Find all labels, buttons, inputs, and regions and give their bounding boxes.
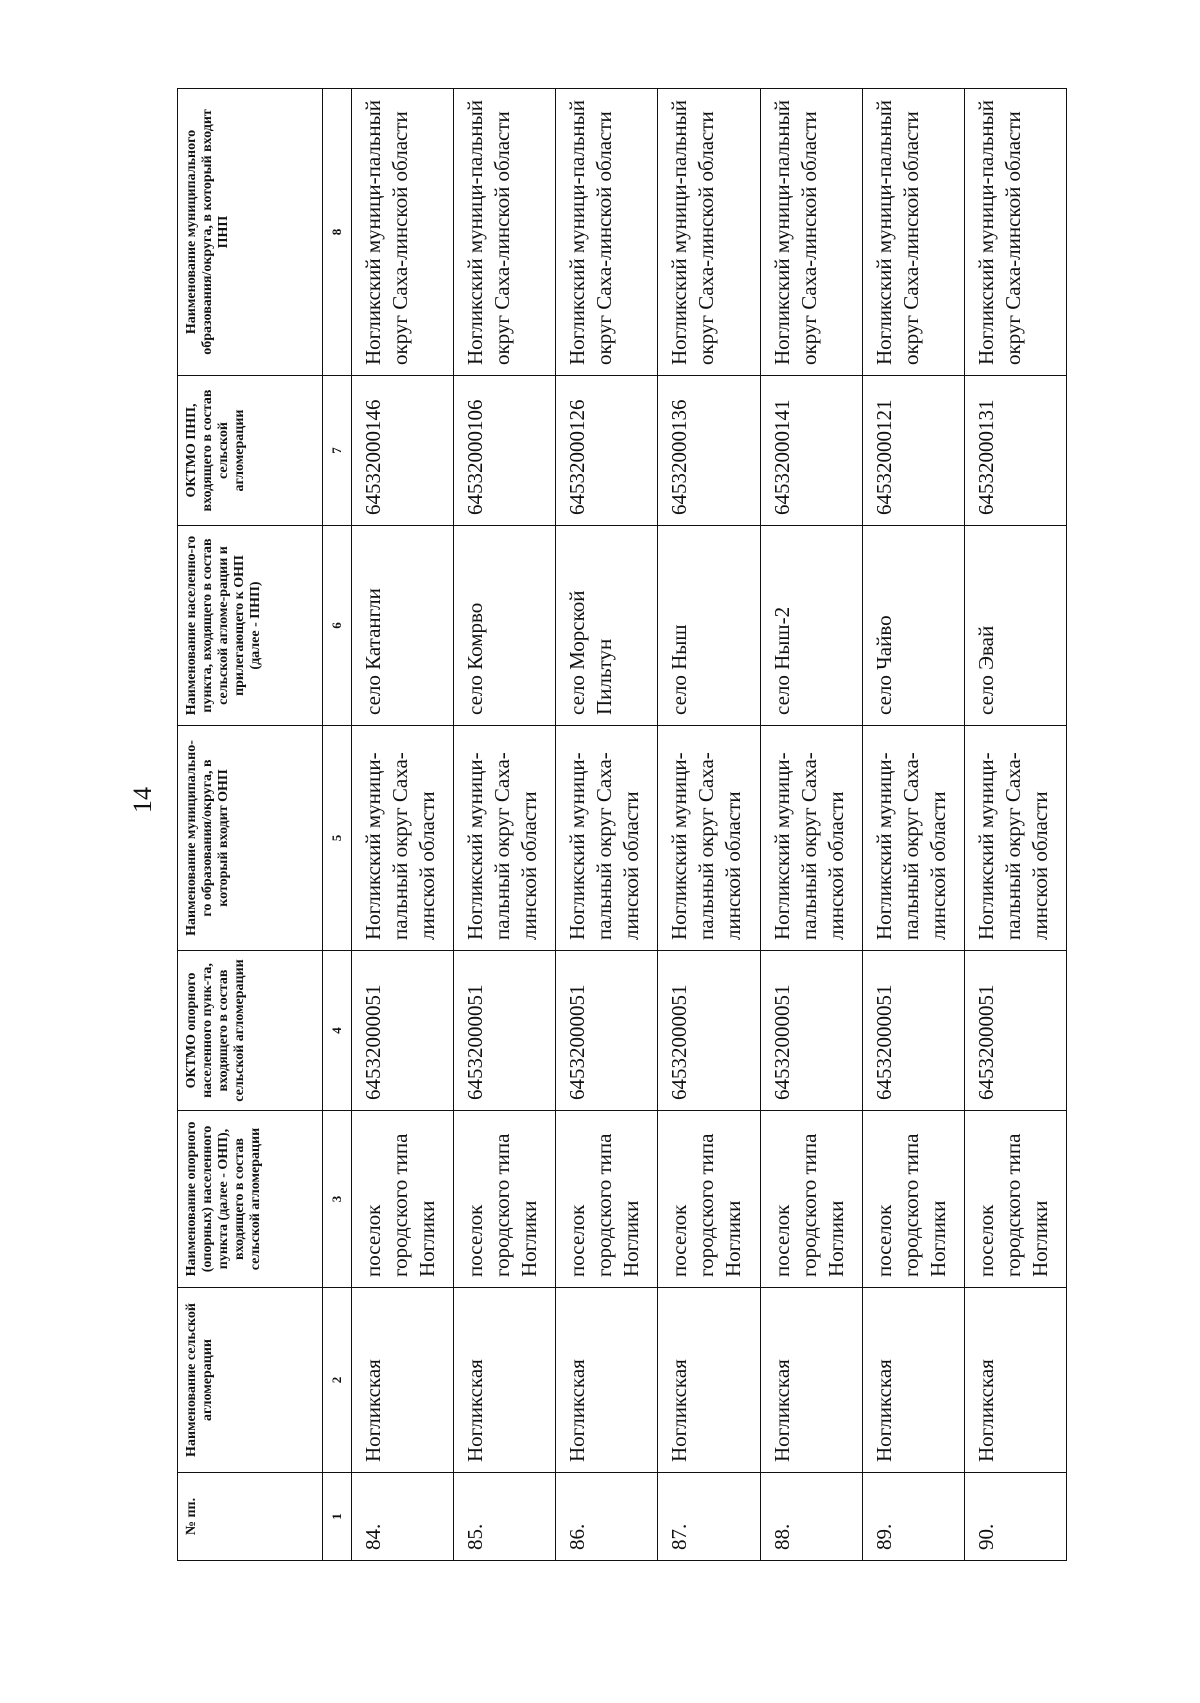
onp-municipality-cell: Ногликский муници-пальный округ Саха-линской области — [352, 726, 454, 951]
pnp-name-cell: село Комрво — [454, 526, 556, 726]
header-cell: ОКТМО ПНП, входящего в состав сельской агломерации — [178, 376, 323, 526]
pnp-oktmo-cell: 64532000131 — [964, 376, 1066, 526]
column-number: 5 — [323, 726, 352, 951]
header-cell: Наименование муниципально-го образования/округа, в который входит ОНП — [178, 726, 323, 951]
pnp-municipality-cell: Ногликский муници-пальный округ Саха-линской области — [352, 89, 454, 376]
onp-name-cell: поселок городского типа Ноглики — [658, 1111, 760, 1288]
pnp-municipality-cell: Ногликский муници-пальный округ Саха-линской области — [454, 89, 556, 376]
onp-municipality-cell: Ногликский муници-пальный округ Саха-линской области — [556, 726, 658, 951]
pnp-name-cell: село Чайво — [862, 526, 964, 726]
row-number-cell: 84. — [352, 1473, 454, 1561]
onp-municipality-cell: Ногликский муници-пальный округ Саха-линской области — [964, 726, 1066, 951]
table-row — [862, 89, 964, 1561]
row-number-cell: 90. — [964, 1473, 1066, 1561]
table-row — [556, 89, 658, 1561]
header-cell: № пп. — [178, 1473, 323, 1561]
table-row — [760, 89, 862, 1561]
header-row — [178, 89, 323, 1561]
onp-name-cell: поселок городского типа Ноглики — [556, 1111, 658, 1288]
table-row — [352, 89, 454, 1561]
onp-oktmo-cell: 64532000051 — [658, 951, 760, 1111]
pnp-name-cell: село Морской Пильтун — [556, 526, 658, 726]
pnp-oktmo-cell: 64532000121 — [862, 376, 964, 526]
row-number-cell: 88. — [760, 1473, 862, 1561]
pnp-municipality-cell: Ногликский муници-пальный округ Саха-линской области — [862, 89, 964, 376]
agglomeration-cell: Ногликская — [760, 1288, 862, 1473]
row-number-cell: 87. — [658, 1473, 760, 1561]
header-cell: Наименование опорного (опорных) населенного пункта (далее - ОНП), входящего в состав сельской агломерации — [178, 1111, 323, 1288]
onp-name-cell: поселок городского типа Ноглики — [964, 1111, 1066, 1288]
pnp-oktmo-cell: 64532000146 — [352, 376, 454, 526]
onp-name-cell: поселок городского типа Ноглики — [454, 1111, 556, 1288]
row-number-cell: 85. — [454, 1473, 556, 1561]
column-number: 2 — [323, 1288, 352, 1473]
onp-municipality-cell: Ногликский муници-пальный округ Саха-линской области — [760, 726, 862, 951]
onp-oktmo-cell: 64532000051 — [556, 951, 658, 1111]
table-row — [454, 89, 556, 1561]
document-table-container — [177, 89, 1067, 1561]
onp-oktmo-cell: 64532000051 — [454, 951, 556, 1111]
onp-municipality-cell: Ногликский муници-пальный округ Саха-линской области — [862, 726, 964, 951]
pnp-municipality-cell: Ногликский муници-пальный округ Саха-линской области — [658, 89, 760, 376]
pnp-municipality-cell: Ногликский муници-пальный округ Саха-линской области — [760, 89, 862, 376]
agglomeration-cell: Ногликская — [658, 1288, 760, 1473]
onp-oktmo-cell: 64532000051 — [964, 951, 1066, 1111]
onp-name-cell: поселок городского типа Ноглики — [352, 1111, 454, 1288]
agglomeration-table — [177, 88, 1067, 1561]
column-number: 4 — [323, 951, 352, 1111]
onp-municipality-cell: Ногликский муници-пальный округ Саха-линской области — [454, 726, 556, 951]
pnp-oktmo-cell: 64532000126 — [556, 376, 658, 526]
onp-oktmo-cell: 64532000051 — [352, 951, 454, 1111]
column-number: 7 — [323, 376, 352, 526]
table-row — [964, 89, 1066, 1561]
pnp-municipality-cell: Ногликский муници-пальный округ Саха-линской области — [556, 89, 658, 376]
pnp-oktmo-cell: 64532000136 — [658, 376, 760, 526]
header-cell: Наименование населенно-го пункта, входящего в состав сельской агломе-рации и прилегающего к ОНП (далее - ПНП) — [178, 526, 323, 726]
onp-name-cell: поселок городского типа Ноглики — [862, 1111, 964, 1288]
column-number: 8 — [323, 89, 352, 376]
table-row — [658, 89, 760, 1561]
header-cell: Наименование муниципального образования/округа, в который входит ПНП — [178, 89, 323, 376]
onp-municipality-cell: Ногликский муници-пальный округ Саха-линской области — [658, 726, 760, 951]
pnp-oktmo-cell: 64532000106 — [454, 376, 556, 526]
row-number-cell: 86. — [556, 1473, 658, 1561]
onp-oktmo-cell: 64532000051 — [760, 951, 862, 1111]
agglomeration-cell: Ногликская — [454, 1288, 556, 1473]
pnp-municipality-cell: Ногликский муници-пальный округ Саха-линской области — [964, 89, 1066, 376]
row-number-cell: 89. — [862, 1473, 964, 1561]
pnp-oktmo-cell: 64532000141 — [760, 376, 862, 526]
column-number: 3 — [323, 1111, 352, 1288]
agglomeration-cell: Ногликская — [556, 1288, 658, 1473]
column-number: 6 — [323, 526, 352, 726]
page-number: 14 — [128, 787, 157, 813]
column-number-row — [323, 89, 352, 1561]
pnp-name-cell: село Ныш-2 — [760, 526, 862, 726]
agglomeration-cell: Ногликская — [352, 1288, 454, 1473]
agglomeration-cell: Ногликская — [964, 1288, 1066, 1473]
onp-oktmo-cell: 64532000051 — [862, 951, 964, 1111]
pnp-name-cell: село Катангли — [352, 526, 454, 726]
pnp-name-cell: село Эвай — [964, 526, 1066, 726]
header-cell: ОКТМО опорного населенного пунк-та, входящего в состав сельской агломерации — [178, 951, 323, 1111]
header-cell: Наименование сельской агломерации — [178, 1288, 323, 1473]
column-number: 1 — [323, 1473, 352, 1561]
agglomeration-cell: Ногликская — [862, 1288, 964, 1473]
onp-name-cell: поселок городского типа Ноглики — [760, 1111, 862, 1288]
pnp-name-cell: село Ныш — [658, 526, 760, 726]
